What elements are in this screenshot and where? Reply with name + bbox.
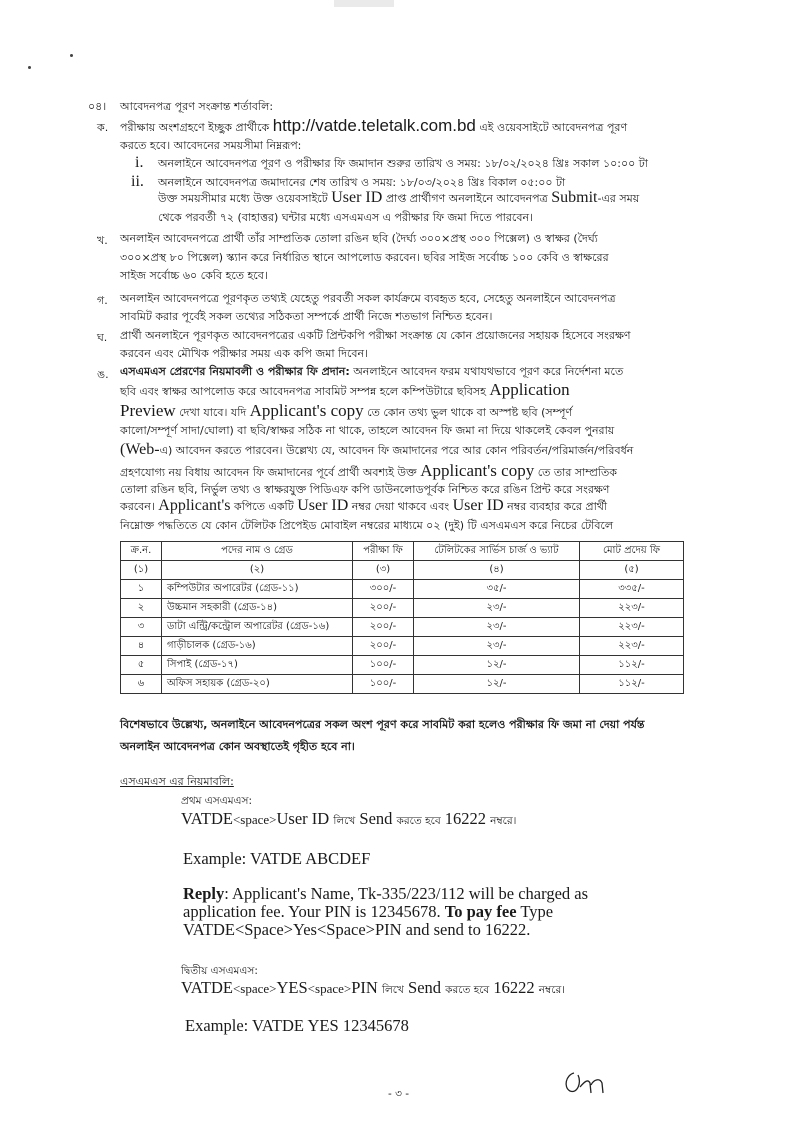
table-cell: ডাটা এন্ট্রি/কন্ট্রোল অপারেটর (গ্রেড-১৬) xyxy=(162,618,353,637)
web-term: (Web- xyxy=(120,441,160,458)
reply-text: : Applicant's Name, Tk-335/223/112 will be charged as xyxy=(224,884,589,903)
sms-example: Example: VATDE YES 12345678 xyxy=(185,1016,409,1035)
table-cell: ৪ xyxy=(121,637,162,656)
section-heading: আবেদনপত্র পূরণ সংক্রান্ত শর্তাবলি: xyxy=(120,100,274,113)
table-cell: ২০০/- xyxy=(353,637,414,656)
table-cell: ২২৩/- xyxy=(580,599,684,618)
sms-label: প্রথম এসএমএস: xyxy=(181,795,253,807)
table-cell: (৫) xyxy=(580,561,684,580)
table-cell: ৩৩৫/- xyxy=(580,580,684,599)
item-text: নিম্নোক্ত পদ্ধতিতে যে কোন টেলিটক প্রিপেইড মোবাইল নম্বরের মাধ্যমে ০২ (দুই) টি এসএমএস করে নিচের টেবিলে xyxy=(120,519,614,532)
speck xyxy=(70,54,73,57)
table-cell: (২) xyxy=(162,561,353,580)
table-cell: ১ xyxy=(121,580,162,599)
item-text: এ) আবেদন করতে পারবেন। উল্লেখ্য যে, আবেদন ফি জমাদানের পরে আর কোন পরিবর্তন/পরিমার্জন/পরিবর্ধন xyxy=(159,444,634,457)
reply-text: application fee. Your PIN is 12345678. xyxy=(183,902,441,921)
sms-text: নম্বরে। xyxy=(538,984,565,996)
item-text: করবেন এবং মৌখিক পরীক্ষার সময় এক কপি জমা দিবেন। xyxy=(120,347,368,360)
fee-table xyxy=(120,541,684,694)
item-text: গ্রহণযোগ্য নয় বিধায় আবেদন ফি জমাদানের পূর্বে প্রার্থী অবশ্যই উক্ত xyxy=(120,466,417,479)
notice-text: অনলাইন আবেদনপত্র কোন অবস্থাতেই গৃহীত হবে না। xyxy=(120,740,355,753)
table-cell: ১২/- xyxy=(414,656,580,675)
item-text: অনলাইন আবেদনপত্রে পূরণকৃত তথ্যই যেহেতু পরবর্তী সকল কার্যক্রমে ব্যবহৃত হবে, সেহেতু অনলাইনে আবেদনপত্র xyxy=(120,292,616,305)
sms-command: <space> xyxy=(232,812,277,827)
table-cell: ১০০/- xyxy=(353,675,414,694)
sms-command: Send xyxy=(408,978,442,997)
item-text: এই ওয়েবসাইটে আবেদনপত্র পূরণ xyxy=(479,121,628,134)
table-cell: (৩) xyxy=(353,561,414,580)
sub-item-text: অনলাইনে আবেদনপত্র পূরণ ও পরীক্ষার ফি জমাদান শুরুর তারিখ ও সময়: ১৮/০২/২০২৪ খ্রিঃ সকাল ১০:০০ টা xyxy=(158,157,648,170)
table-cell: ৫ xyxy=(121,656,162,675)
sub-item-mark: ii. xyxy=(131,173,144,190)
application-url[interactable]: http://vatde.teletalk.com.bd xyxy=(272,116,476,135)
table-header: পদের নাম ও গ্রেড xyxy=(162,542,353,561)
page-number: - ৩ - xyxy=(388,1088,410,1100)
item-text: অনলাইন আবেদনপত্রে প্রার্থী তাঁর সাম্প্রতিক তোলা রঙিন ছবি (দৈর্ঘ্য ৩০০×প্রস্থ ৩০০ পিক্সেল) ও স্বাক্ষর (দৈর্ঘ্য xyxy=(120,232,598,245)
table-row xyxy=(121,656,684,675)
table-row xyxy=(121,618,684,637)
item-mark: গ. xyxy=(97,294,108,307)
sms-text: নম্বরে। xyxy=(490,815,517,827)
reply-label: Reply xyxy=(183,884,225,903)
item-text: পরীক্ষায় অংশগ্রহণে ইচ্ছুক প্রার্থীকে xyxy=(120,121,270,134)
reply-text: Type xyxy=(520,902,554,921)
table-cell: ২০০/- xyxy=(353,599,414,618)
item-text: নম্বর দেয়া থাকবে এবং xyxy=(351,500,450,513)
notice-text: বিশেষভাবে উল্লেখ্য, অনলাইনে আবেদনপত্রের সকল অংশ পূরণ করে সাবমিট করা হলেও পরীক্ষার ফি জমা না দেয়া পর্যন্ত xyxy=(120,718,645,731)
table-cell: ২৩/- xyxy=(414,637,580,656)
sms-command: <space> xyxy=(307,981,352,996)
applicants-copy-term: Applicant's copy xyxy=(420,461,535,480)
table-cell: ২৩/- xyxy=(414,618,580,637)
speck xyxy=(28,66,31,69)
item-text: ৩০০×প্রস্থ ৮০ পিক্সেল) স্ক্যান করে নির্ধারিত স্থানে আপলোড করবেন। ছবির সাইজ সর্বোচ্চ ১০০ কেবি ও স্বাক্ষরের xyxy=(120,251,609,264)
item-text: কপিতে একটি xyxy=(234,500,294,513)
item-text: প্রাপ্ত প্রার্থীগণ অনলাইনে আবেদনপত্র xyxy=(385,192,548,205)
item-text: প্রার্থী অনলাইনে পূরণকৃত আবেদনপত্রের একটি প্রিন্টকপি পরীক্ষা সংক্রান্ত যে কোন প্রয়োজনের সহায়ক হিসেবে সংরক্ষণ xyxy=(120,329,631,342)
sms-text: লিখে xyxy=(381,984,404,996)
sms-command: YES xyxy=(276,978,308,997)
table-cell: ২২৩/- xyxy=(580,637,684,656)
table-cell: ২৩/- xyxy=(414,599,580,618)
item-mark: ঙ. xyxy=(97,368,109,381)
item-text: উক্ত সময়সীমার মধ্যে উক্ত ওয়েবসাইটে xyxy=(158,192,328,205)
table-row xyxy=(121,599,684,618)
item-mark: ক. xyxy=(97,121,109,134)
user-id-term: User ID xyxy=(331,189,383,206)
table-header: টেলিটকের সার্ভিস চার্জ ও ভ্যাট xyxy=(414,542,580,561)
handwritten-initial xyxy=(560,1065,620,1100)
table-header: ক্র.ন. xyxy=(121,542,162,561)
sms-command: VATDE xyxy=(181,978,233,997)
table-cell: ৩০০/- xyxy=(353,580,414,599)
item-text: সাইজ সর্বোচ্চ ৬০ কেবি হতে হবে। xyxy=(120,269,268,282)
applicants-term: Applicant's xyxy=(158,497,231,514)
sub-item-mark: i. xyxy=(135,154,144,171)
item-mark: খ. xyxy=(97,234,108,247)
table-cell: ১২/- xyxy=(414,675,580,694)
table-cell: ২২৩/- xyxy=(580,618,684,637)
table-row xyxy=(121,637,684,656)
item-text: দেখা যাবে। যদি xyxy=(179,406,247,419)
submit-term: Submit xyxy=(551,189,598,206)
sms-example: Example: VATDE ABCDEF xyxy=(183,849,371,868)
sms-command: PIN xyxy=(351,978,378,997)
table-cell: ২০০/- xyxy=(353,618,414,637)
table-cell: ৩ xyxy=(121,618,162,637)
sms-label: দ্বিতীয় এসএমএস: xyxy=(181,965,258,977)
sms-command: VATDE xyxy=(181,809,233,828)
item-text: নম্বর ব্যবহার করে প্রার্থী xyxy=(507,500,608,513)
item-text: -এর সময় xyxy=(597,192,640,205)
table-cell: ৬ xyxy=(121,675,162,694)
table-cell: উচ্চমান সহকারী (গ্রেড-১৪) xyxy=(162,599,353,618)
table-header: পরীক্ষা ফি xyxy=(353,542,414,561)
table-header-row xyxy=(121,542,684,561)
table-cell: (৪) xyxy=(414,561,580,580)
item-text: সাবমিট করার পূর্বেই সকল তথ্যের সঠিকতা সম্পর্কে প্রার্থী নিজে শতভাগ নিশ্চিত হবেন। xyxy=(120,310,493,323)
table-cell: ১১২/- xyxy=(580,656,684,675)
table-header: মোট প্রদেয় ফি xyxy=(580,542,684,561)
item-text: তে তার সাম্প্রতিক xyxy=(537,466,617,479)
sms-text: লিখে xyxy=(333,815,356,827)
item-text: তে কোন তথ্য ভুল থাকে বা অস্পষ্ট ছবি (সম্পূর্ণ xyxy=(367,406,573,419)
sms-text: করতে হবে xyxy=(445,984,490,996)
item-text: কালো/সম্পূর্ণ সাদা/ঘোলা) বা ছবি/স্বাক্ষর সঠিক না থাকে, তাহলে আবেদন ফি জমা না দিয়ে থাকলেই কেবল পুনরায় xyxy=(120,424,615,437)
section-number: ০৪। xyxy=(88,100,107,113)
item-text: অনলাইনে আবেদন ফরম যথাযথভাবে পূরণ করে নির্দেশনা মতে xyxy=(353,365,624,378)
table-cell: (১) xyxy=(121,561,162,580)
item-text: তোলা রঙিন ছবি, নির্ভুল তথ্য ও স্বাক্ষরযুক্ত পিডিএফ কপি ডাউনলোডপূর্বক নিশ্চিত করে রঙিন প্রিন্ট করে সংরক্ষণ xyxy=(120,483,610,496)
reply-text: VATDE<Space>Yes<Space>PIN and send to 16222. xyxy=(183,920,531,939)
application-term: Application xyxy=(489,380,570,399)
item-text: ছবি এবং স্বাক্ষর আপলোড করে আবেদনপত্র সাবমিট সম্পন্ন হলে কম্পিউটারে ছবিসহ xyxy=(120,385,486,398)
item-text: করতে হবে। আবেদনের সময়সীমা নিম্নরূপ: xyxy=(120,139,302,152)
user-id-term: User ID xyxy=(452,497,504,514)
table-cell: অফিস সহায়ক (গ্রেড-২০) xyxy=(162,675,353,694)
item-text: থেকে পরবর্তী ৭২ (বাহাত্তর) ঘন্টার মধ্যে এসএমএস এ পরীক্ষার ফি জমা দিতে পারবেন। xyxy=(158,211,533,224)
sms-text: করতে হবে xyxy=(396,815,441,827)
sms-command: Send xyxy=(359,809,393,828)
preview-term: Preview xyxy=(120,401,176,420)
sms-number: 16222 xyxy=(444,809,487,828)
item-heading: এসএমএস প্রেরণের নিয়মাবলী ও পরীক্ষার ফি প্রদান: xyxy=(120,365,350,378)
table-cell: ১০০/- xyxy=(353,656,414,675)
table-cell: ৩৫/- xyxy=(414,580,580,599)
sms-number: 16222 xyxy=(493,978,535,997)
sms-heading: এসএমএস এর নিয়মাবলি: xyxy=(120,775,234,788)
item-mark: ঘ. xyxy=(97,331,108,344)
sms-command: <space> xyxy=(232,981,277,996)
sub-item-text: অনলাইনে আবেদনপত্র জমাদানের শেষ তারিখ ও সময়: ১৮/০৩/২০২৪ খ্রিঃ বিকাল ০৫:০০ টা xyxy=(158,176,566,189)
table-cell: গাড়ীচালক (গ্রেড-১৬) xyxy=(162,637,353,656)
sms-command: User ID xyxy=(276,809,330,828)
reply-text: To pay fee xyxy=(444,902,517,921)
table-row xyxy=(121,580,684,599)
table-row xyxy=(121,675,684,694)
table-cell: কম্পিউটার অপারেটর (গ্রেড-১১) xyxy=(162,580,353,599)
table-cell: সিপাই (গ্রেড-১৭) xyxy=(162,656,353,675)
table-cell: ২ xyxy=(121,599,162,618)
item-text: করবেন। xyxy=(120,500,155,513)
seal-smudge xyxy=(334,0,394,7)
table-row xyxy=(121,561,684,580)
applicants-copy-term: Applicant's copy xyxy=(249,401,364,420)
user-id-term: User ID xyxy=(297,497,349,514)
table-cell: ১১২/- xyxy=(580,675,684,694)
